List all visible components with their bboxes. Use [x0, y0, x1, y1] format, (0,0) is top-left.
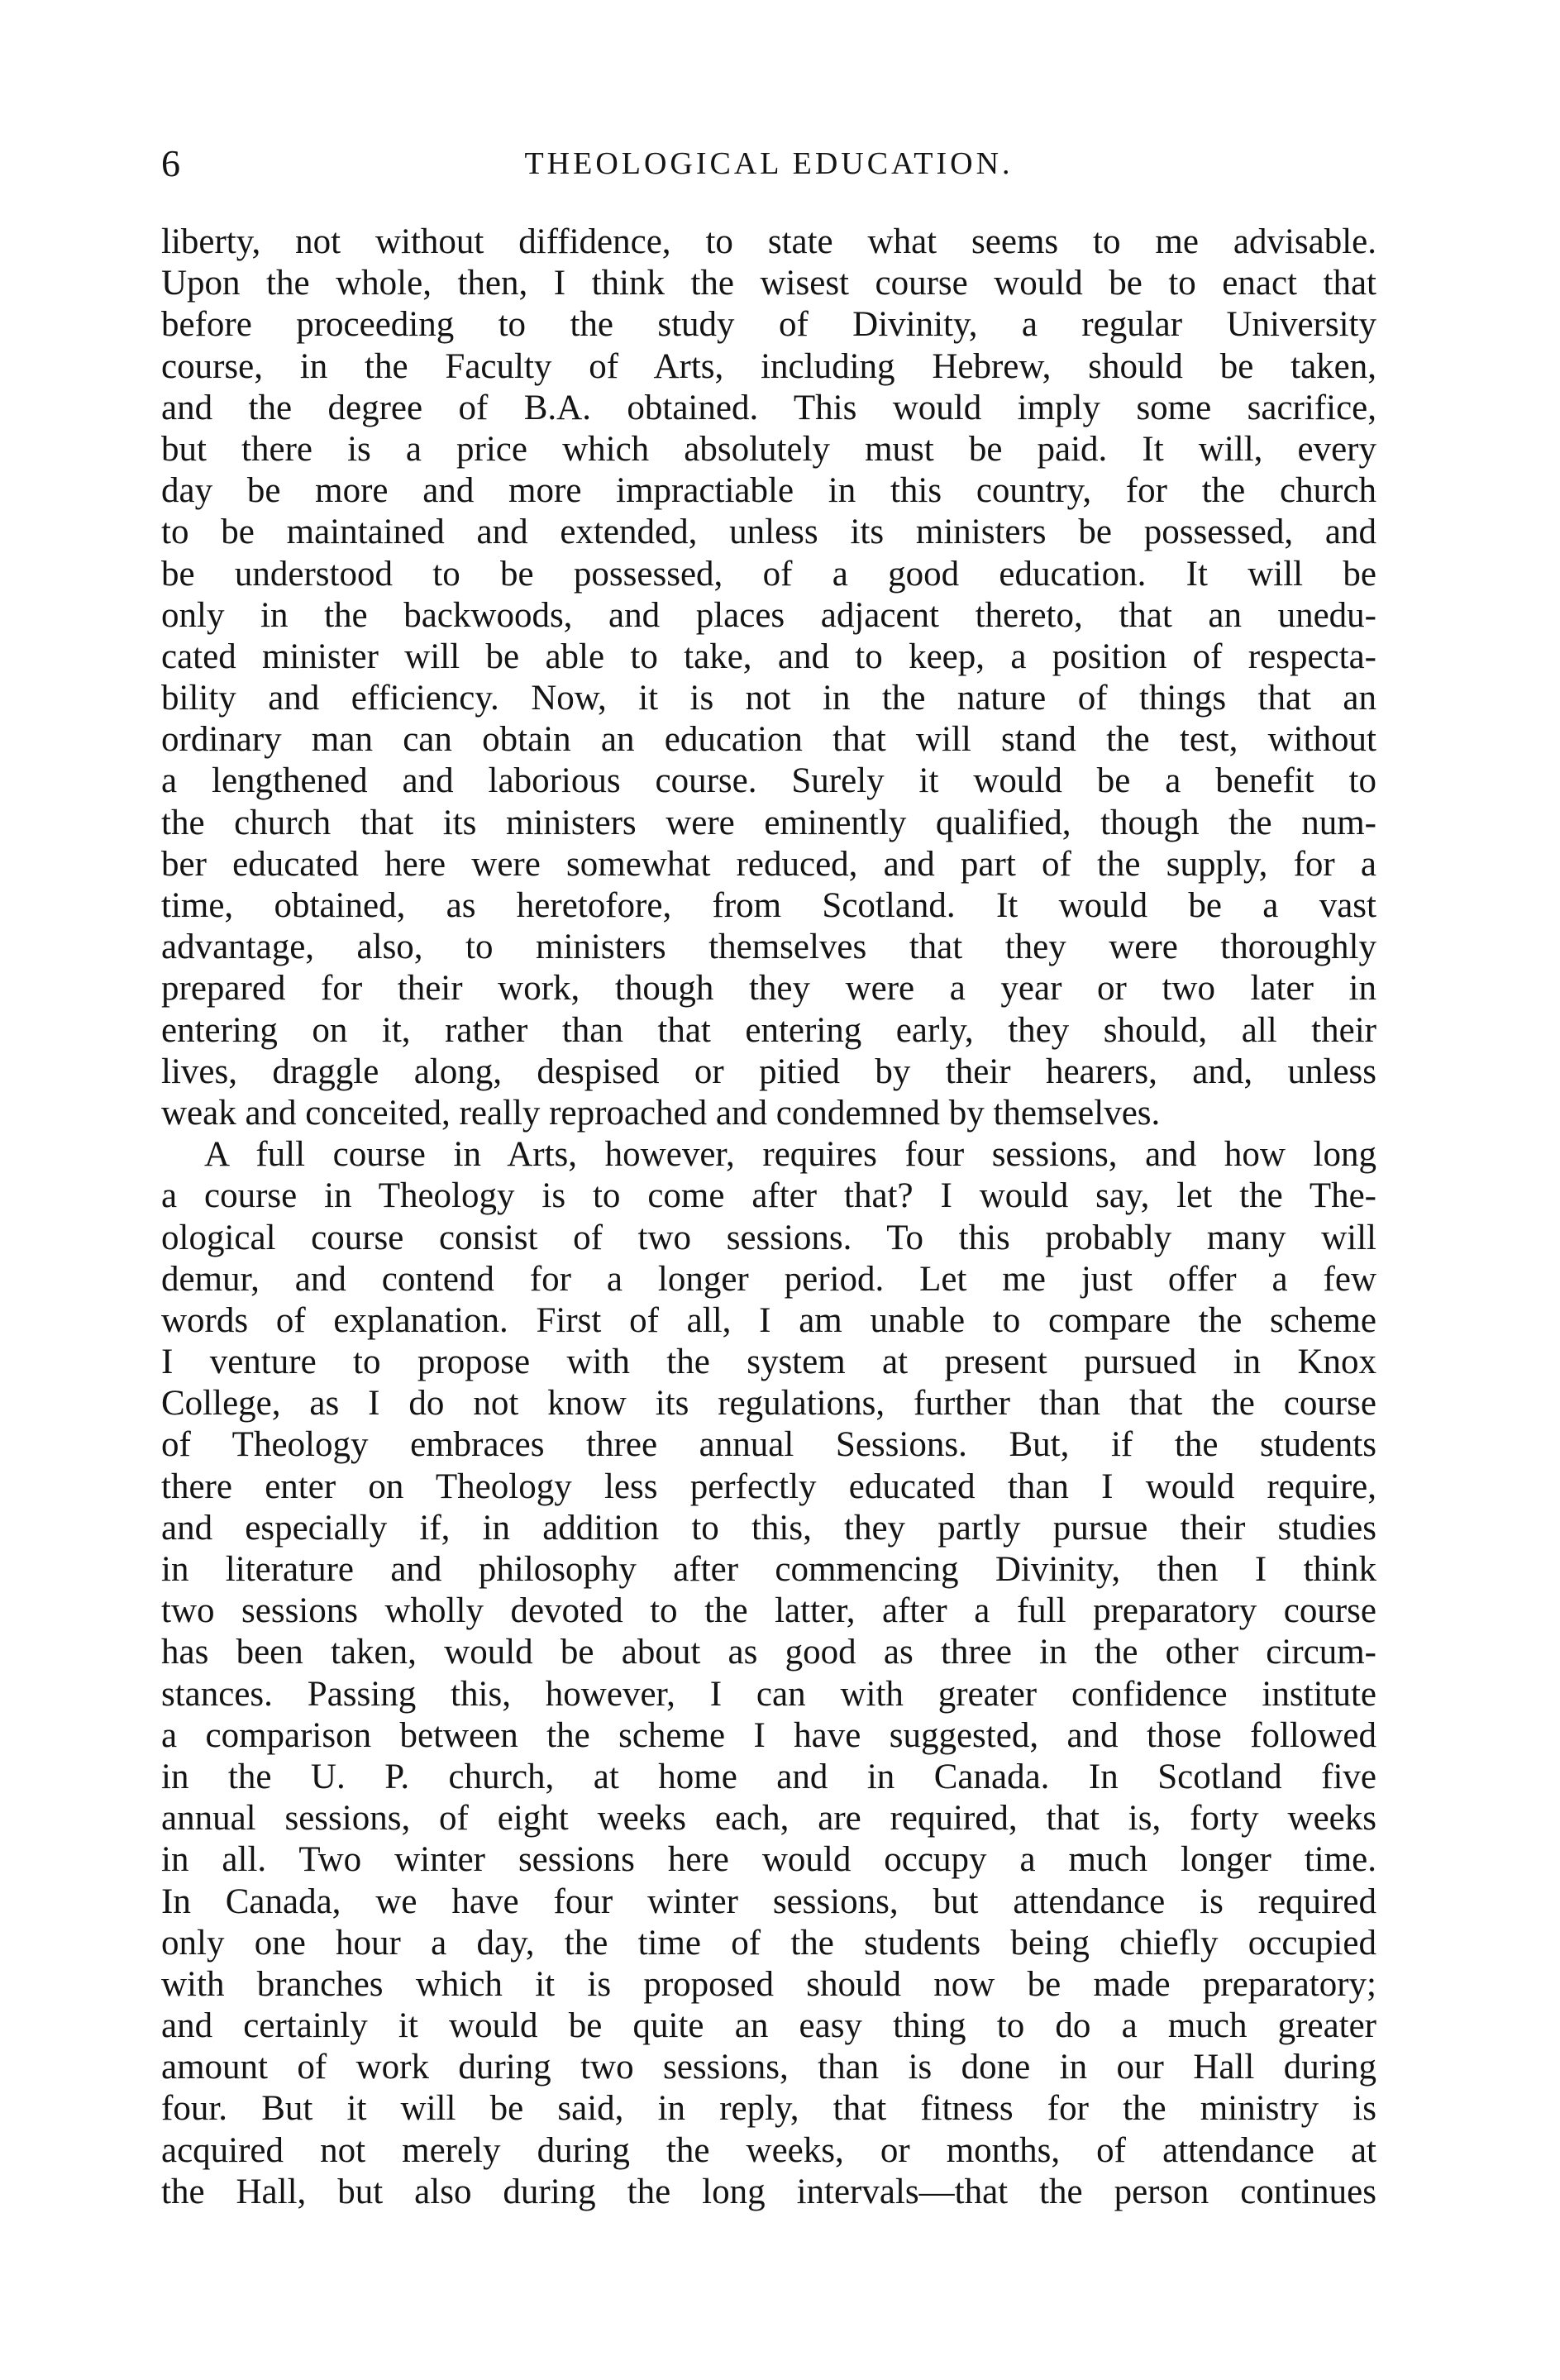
text-line: ological course consist of two sessions. To this probably many will [161, 1218, 1376, 1257]
text-line: two sessions wholly devoted to the latter, after a full preparatory course [161, 1591, 1376, 1631]
text-line: course, in the Faculty of Arts, including Hebrew, should be taken, [161, 346, 1376, 386]
text-line: prepared for their work, though they were a year or two later in [161, 969, 1376, 1009]
text-line: the church that its ministers were eminently qualified, though the num- [161, 803, 1376, 842]
text-line: be understood to be possessed, of a good education. It will be [161, 554, 1376, 594]
text-line: ber educated here were somewhat reduced, and part of the supply, for a [161, 844, 1376, 884]
text-line: cated minister will be able to take, and to keep, a position of respecta- [161, 637, 1376, 676]
text-line: stances. Passing this, however, I can with greater confidence institute [161, 1674, 1376, 1714]
text-line: and certainly it would be quite an easy thing to do a much greater [161, 2006, 1376, 2046]
text-line: annual sessions, of eight weeks each, are required, that is, forty weeks [161, 1799, 1376, 1839]
text-line: College, as I do not know its regulations, further than that the course [161, 1384, 1376, 1424]
text-line: amount of work during two sessions, than is done in our Hall during [161, 2048, 1376, 2087]
text-line: in literature and philosophy after commencing Divinity, then I think [161, 1550, 1376, 1589]
text-line: advantage, also, to ministers themselves that they were thoroughly [161, 928, 1376, 967]
text-line: of Theology embraces three annual Sessions. But, if the students [161, 1425, 1376, 1465]
text-line: lives, draggle along, despised or pitied by their hearers, and, unless [161, 1052, 1376, 1091]
text-line: only one hour a day, the time of the students being chiefly occupied [161, 1923, 1376, 1963]
text-line: weak and conceited, really reproached and condemned by themselves. [161, 1093, 1161, 1133]
text-line: the Hall, but also during the long intervals—that the person continues [161, 2172, 1376, 2211]
text-line: four. But it will be said, in reply, that fitness for the ministry is [161, 2089, 1376, 2129]
text-line: day be more and more impractiable in this country, for the church [161, 471, 1376, 511]
text-line: I venture to propose with the system at present pursued in Knox [161, 1343, 1376, 1382]
text-line: only in the backwoods, and places adjacent thereto, that an unedu- [161, 595, 1376, 635]
text-line: words of explanation. First of all, I am unable to compare the scheme [161, 1300, 1376, 1340]
text-line: bility and efficiency. Now, it is not in the nature of things that an [161, 679, 1376, 718]
running-title: THEOLOGICAL EDUCATION. [524, 146, 1014, 181]
text-line: has been taken, would be about as good as three in the other circum- [161, 1633, 1376, 1672]
text-line: there enter on Theology less perfectly educated than I would require, [161, 1467, 1376, 1506]
text-line: A full course in Arts, however, requires four sessions, and how long [204, 1135, 1376, 1175]
text-line: a lengthened and laborious course. Surely it would be a benefit to [161, 761, 1376, 801]
text-line: a comparison between the scheme I have suggested, and those followed [161, 1715, 1376, 1755]
text-line: with branches which it is proposed should now be made preparatory; [161, 1964, 1376, 2004]
text-line: and especially if, in addition to this, they partly pursue their studies [161, 1508, 1376, 1548]
text-line: in all. Two winter sessions here would occupy a much longer time. [161, 1840, 1376, 1880]
text-line: ordinary man can obtain an education that will stand the test, without [161, 720, 1376, 760]
text-line: liberty, not without diffidence, to state what seems to me advisable. [161, 222, 1376, 261]
text-line: and the degree of B.A. obtained. This would imply some sacrifice, [161, 388, 1376, 427]
text-line: time, obtained, as heretofore, from Scotland. It would be a vast [161, 886, 1376, 925]
text-line: acquired not merely during the weeks, or months, of attendance at [161, 2130, 1376, 2170]
page-number: 6 [161, 142, 180, 184]
text-line: but there is a price which absolutely must be paid. It will, every [161, 429, 1376, 469]
body-text [161, 222, 1376, 2213]
text-line: before proceeding to the study of Divinity, a regular University [161, 305, 1376, 345]
text-line: demur, and contend for a longer period. Let me just offer a few [161, 1259, 1376, 1299]
text-line: in the U. P. church, at home and in Canada. In Scotland five [161, 1757, 1376, 1796]
text-line: to be maintained and extended, unless its ministers be possessed, and [161, 513, 1376, 552]
text-line: entering on it, rather than that entering early, they should, all their [161, 1010, 1376, 1050]
page-header [161, 139, 1376, 188]
text-line: Upon the whole, then, I think the wisest course would be to enact that [161, 264, 1376, 303]
text-line: In Canada, we have four winter sessions, but attendance is required [161, 1882, 1376, 1921]
text-line: a course in Theology is to come after that? I would say, let the The- [161, 1176, 1376, 1216]
